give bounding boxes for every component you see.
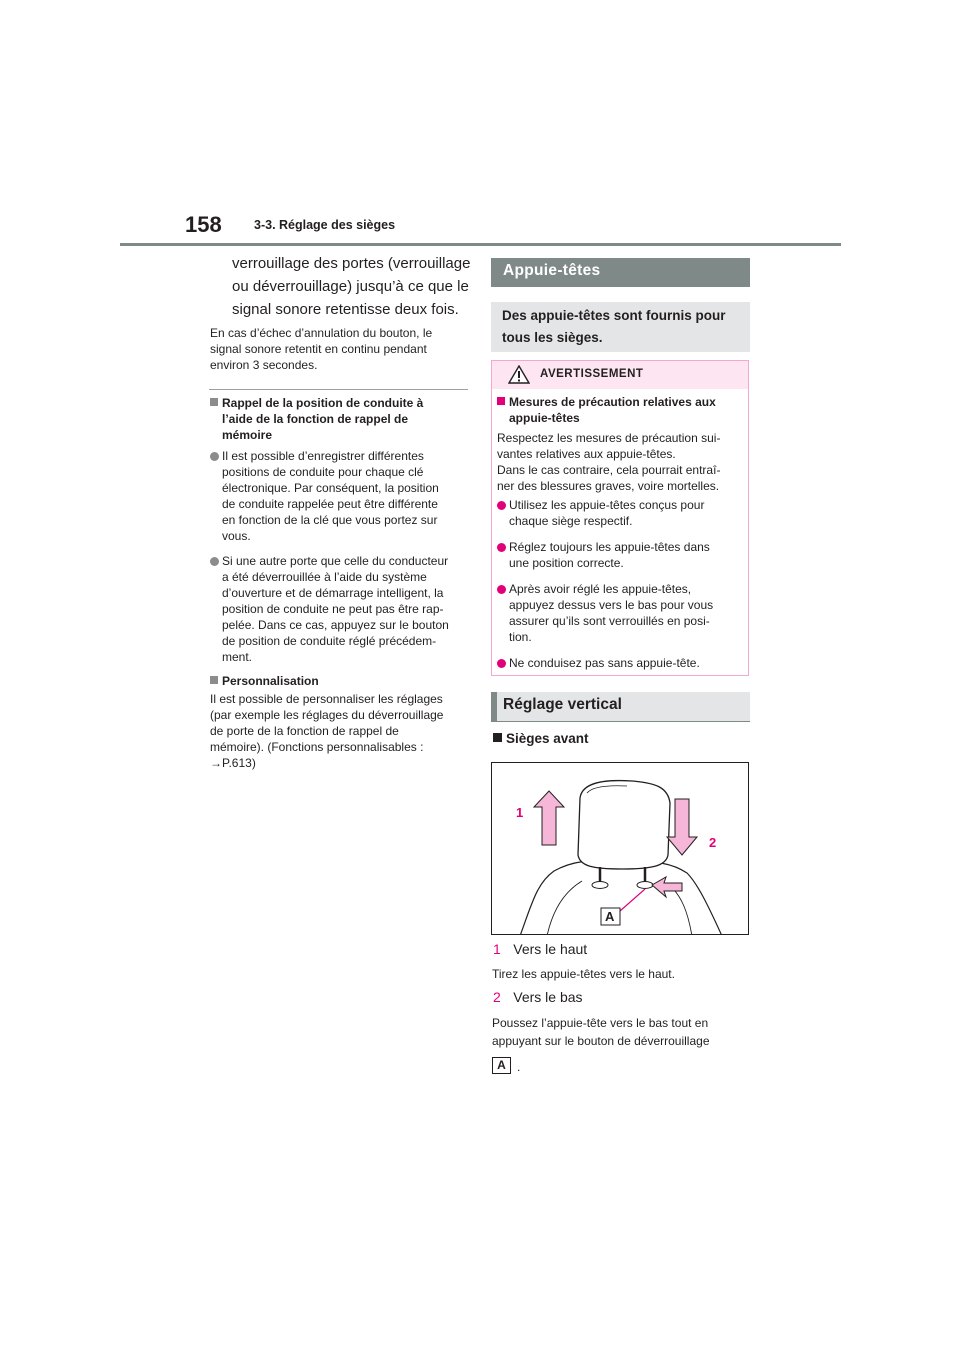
square-bullet-icon (210, 398, 218, 406)
step-1 (493, 941, 587, 959)
figure-label-2: 2 (709, 835, 717, 850)
note-line-3: environ 3 secondes. (210, 358, 318, 372)
step-1-desc: Tirez les appuie-têtes vers le haut. (492, 967, 675, 981)
headrest-figure (491, 762, 749, 935)
step-2-number: 2 (493, 989, 501, 1005)
headrests-title: Appuie-têtes (503, 262, 601, 279)
lead-line-2: ou déverrouillage) jusqu’à ce que le (232, 278, 469, 295)
square-bullet-icon (497, 397, 505, 405)
recall-b1-line-4: de conduite rappelée peut être différente (222, 497, 438, 511)
step-2-period: . (517, 1060, 521, 1074)
step-2-desc-line-1: Poussez l’appuie-tête vers le bas tout en (492, 1016, 709, 1030)
warning-body-line-2: vantes relatives aux appuie-têtes. (497, 447, 676, 461)
step-1-number: 1 (493, 941, 501, 957)
warning-b3-line-3: assurer qu’ils sont verrouillés en posi- (509, 614, 710, 628)
square-bullet-icon (210, 676, 218, 684)
recall-b1-line-1: Il est possible d’enregistrer différentes (222, 449, 424, 463)
recall-title-line-3: mémoire (222, 428, 273, 442)
vertical-title: Réglage vertical (503, 696, 622, 713)
recall-b2-line-5: pelée. Dans ce cas, appuyez sur le bouton (222, 618, 449, 632)
chapter-title: 3-3. Réglage des sièges (254, 218, 396, 232)
warning-b3-line-2: appuyez dessus vers le bas pour vous (509, 598, 714, 612)
personal-line-4: mémoire). (Fonctions personnalisables : (210, 740, 424, 754)
step-2 (493, 989, 583, 1007)
warning-b4-line-1: Ne conduisez pas sans appuie-tête. (509, 656, 700, 670)
section-rule (209, 389, 468, 390)
headrest-illustration (492, 763, 749, 935)
step-1-label: Vers le haut (513, 941, 588, 957)
warning-body-line-3: Dans le cas contraire, cela pourrait entraî- (497, 463, 721, 477)
warning-b1-line-2: chaque siège respectif. (509, 514, 633, 528)
warning-title: AVERTISSEMENT (540, 368, 644, 380)
recall-b2-line-7: ment. (222, 650, 253, 664)
step-2-label: Vers le bas (513, 989, 583, 1005)
lead-line-3: signal sonore retentisse deux fois. (232, 301, 459, 318)
warning-body-line-4: ner des blessures graves, voire mortelles. (497, 479, 720, 493)
recall-title-line-2: l’aide de la fonction de rappel de (222, 412, 409, 426)
round-bullet-icon (497, 501, 506, 510)
personal-line-2: (par exemple les réglages du déverrouillage (210, 708, 444, 722)
round-bullet-icon (210, 452, 219, 461)
personal-line-5: →P.613) (210, 756, 256, 770)
personal-title: Personnalisation (210, 673, 319, 689)
note-line-2: signal sonore retentit en continu pendant (210, 342, 427, 356)
header-rule (120, 243, 841, 246)
warning-b1-line-1: Utilisez les appuie-têtes conçus pour (509, 498, 705, 512)
warning-subtitle-line-1: Mesures de précaution relatives aux (497, 394, 716, 410)
warning-triangle-icon (508, 365, 530, 384)
square-bullet-icon (493, 733, 502, 742)
round-bullet-icon (210, 557, 219, 566)
warning-body-line-1: Respectez les mesures de précaution sui- (497, 431, 721, 445)
round-bullet-icon (497, 659, 506, 668)
personal-line-1: Il est possible de personnaliser les réglages (210, 692, 443, 706)
intro-line-1: Des appuie-têtes sont fournis pour (502, 308, 726, 323)
note-line-1: En cas d’échec d’annulation du bouton, le (210, 326, 433, 340)
label-a-box: A (492, 1057, 511, 1074)
recall-b1-line-6: vous. (222, 529, 251, 543)
recall-b2-line-2: a été déverrouillée à l’aide du système (222, 570, 427, 584)
figure-label-a: A (605, 909, 615, 924)
step-2-desc-line-2: appuyant sur le bouton de déverrouillage (492, 1034, 710, 1048)
lead-line-1: verrouillage des portes (verrouillage (232, 255, 471, 272)
warning-subtitle-line-2: appuie-têtes (509, 411, 580, 425)
intro-line-2: tous les sièges. (502, 330, 603, 345)
warning-b3-line-1: Après avoir réglé les appuie-têtes, (509, 582, 692, 596)
warning-b2-line-1: Réglez toujours les appuie-têtes dans (509, 540, 710, 554)
page-number: 158 (185, 212, 222, 237)
warning-b3-line-4: tion. (509, 630, 532, 644)
recall-title-line-1: Rappel de la position de conduite à (210, 395, 423, 411)
vertical-rule (491, 721, 750, 722)
personal-line-3: de porte de la fonction de rappel de (210, 724, 399, 738)
warning-b2-line-2: une position correcte. (509, 556, 624, 570)
recall-b2-line-4: position de conduite ne peut pas être rap- (222, 602, 444, 616)
front-seats-heading: Sièges avant (493, 731, 589, 746)
round-bullet-icon (497, 543, 506, 552)
recall-b2-line-3: d’ouverture et de démarrage intelligent, la (222, 586, 444, 600)
round-bullet-icon (497, 585, 506, 594)
figure-label-1: 1 (516, 805, 524, 820)
recall-b1-line-3: électronique. Par conséquent, la position (222, 481, 439, 495)
recall-b1-line-2: positions de conduite pour chaque clé (222, 465, 424, 479)
recall-b2-line-1: Si une autre porte que celle du conducteur (222, 554, 449, 568)
recall-b2-line-6: de position de conduite réglé précédem- (222, 634, 437, 648)
recall-b1-line-5: en fonction de la clé que vous portez sur (222, 513, 438, 527)
